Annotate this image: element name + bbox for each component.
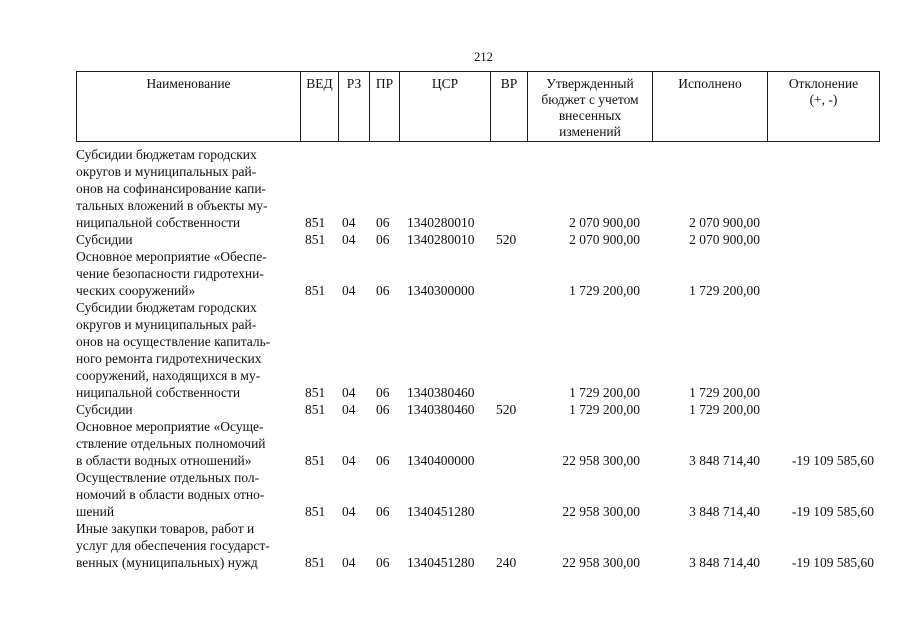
row-deviation: -19 109 585,60 (791, 453, 874, 468)
table-row (76, 401, 896, 418)
row-ved: 851 (305, 232, 326, 247)
row-ved: 851 (305, 504, 326, 519)
header-rz: РЗ (338, 72, 369, 141)
row-name: Субсидии бюджетам городских округов и муниципальных рай- онов на осуществление капиталь- ного ремонта гидротехнических сооружений, находящихся в му- ниципальной собственности (76, 300, 271, 400)
row-approved: 2 070 900,00 (569, 232, 640, 247)
row-rz: 04 (342, 453, 356, 468)
row-name: Осуществление отдельных пол- номочий в области водных отно- шений (76, 470, 265, 519)
row-vr: 520 (496, 232, 517, 247)
row-executed: 2 070 900,00 (689, 215, 760, 230)
row-executed: 1 729 200,00 (689, 283, 760, 298)
row-csr: 1340300000 (407, 283, 475, 298)
header-deviation: Отклонение (+, -) (767, 72, 879, 141)
row-ved: 851 (305, 453, 326, 468)
row-ved: 851 (305, 385, 326, 400)
row-name: Субсидии (76, 402, 133, 417)
row-ved: 851 (305, 402, 326, 417)
header-csr: ЦСР (399, 72, 490, 141)
table-body (76, 146, 896, 571)
row-csr: 1340280010 (407, 215, 475, 230)
row-rz: 04 (342, 215, 356, 230)
row-csr: 1340451280 (407, 504, 475, 519)
row-ved: 851 (305, 215, 326, 230)
row-csr: 1340451280 (407, 555, 475, 570)
row-pr: 06 (376, 504, 390, 519)
row-csr: 1340380460 (407, 402, 475, 417)
row-pr: 06 (376, 555, 390, 570)
row-rz: 04 (342, 555, 356, 570)
row-approved: 2 070 900,00 (569, 215, 640, 230)
page-number-text: 212 (474, 50, 493, 64)
row-vr: 240 (496, 555, 517, 570)
header-name: Наименование (146, 76, 231, 91)
row-vr: 520 (496, 402, 517, 417)
table-row (76, 520, 896, 571)
row-ved: 851 (305, 283, 326, 298)
row-executed: 1 729 200,00 (689, 402, 760, 417)
table-header (76, 71, 880, 142)
row-executed: 2 070 900,00 (689, 232, 760, 247)
row-name: Субсидии бюджетам городских округов и муниципальных рай- онов на софинансирование капи- тальных вложений в объекты му- ниципальной собственности (76, 147, 268, 230)
row-name: Субсидии (76, 232, 133, 247)
table-row (76, 231, 896, 248)
row-name: Основное мероприятие «Обеспе- чение безопасности гидротехни- ческих сооружений» (76, 249, 267, 298)
page-number (0, 50, 905, 64)
header-executed: Исполнено (652, 72, 767, 141)
row-csr: 1340400000 (407, 453, 475, 468)
row-rz: 04 (342, 504, 356, 519)
header-pr: ПР (369, 72, 399, 141)
row-pr: 06 (376, 385, 390, 400)
row-csr: 1340380460 (407, 385, 475, 400)
row-approved: 22 958 300,00 (562, 555, 640, 570)
row-rz: 04 (342, 385, 356, 400)
row-executed: 3 848 714,40 (689, 453, 760, 468)
row-approved: 22 958 300,00 (562, 453, 640, 468)
row-deviation: -19 109 585,60 (791, 555, 874, 570)
row-approved: 1 729 200,00 (569, 283, 640, 298)
table-row (76, 146, 896, 231)
row-name: Основное мероприятие «Осуще- ствление отдельных полномочий в области водных отношений» (76, 419, 266, 468)
row-approved: 1 729 200,00 (569, 385, 640, 400)
header-approved: Утвержденный бюджет с учетом внесенных изменений (527, 72, 652, 141)
row-rz: 04 (342, 232, 356, 247)
row-approved: 22 958 300,00 (562, 504, 640, 519)
row-csr: 1340280010 (407, 232, 475, 247)
table-row (76, 418, 896, 469)
row-executed: 3 848 714,40 (689, 555, 760, 570)
row-name: Иные закупки товаров, работ и услуг для обеспечения государст- венных (муниципальных) нужд (76, 521, 270, 570)
row-approved: 1 729 200,00 (569, 402, 640, 417)
row-pr: 06 (376, 232, 390, 247)
table-row (76, 299, 896, 401)
header-vr: ВР (490, 72, 527, 141)
row-executed: 1 729 200,00 (689, 385, 760, 400)
row-rz: 04 (342, 402, 356, 417)
row-pr: 06 (376, 453, 390, 468)
row-deviation: -19 109 585,60 (791, 504, 874, 519)
table-row (76, 469, 896, 520)
table-row (76, 248, 896, 299)
header-ved: ВЕД (300, 72, 338, 141)
row-pr: 06 (376, 283, 390, 298)
row-pr: 06 (376, 402, 390, 417)
row-pr: 06 (376, 215, 390, 230)
row-rz: 04 (342, 283, 356, 298)
row-executed: 3 848 714,40 (689, 504, 760, 519)
row-ved: 851 (305, 555, 326, 570)
